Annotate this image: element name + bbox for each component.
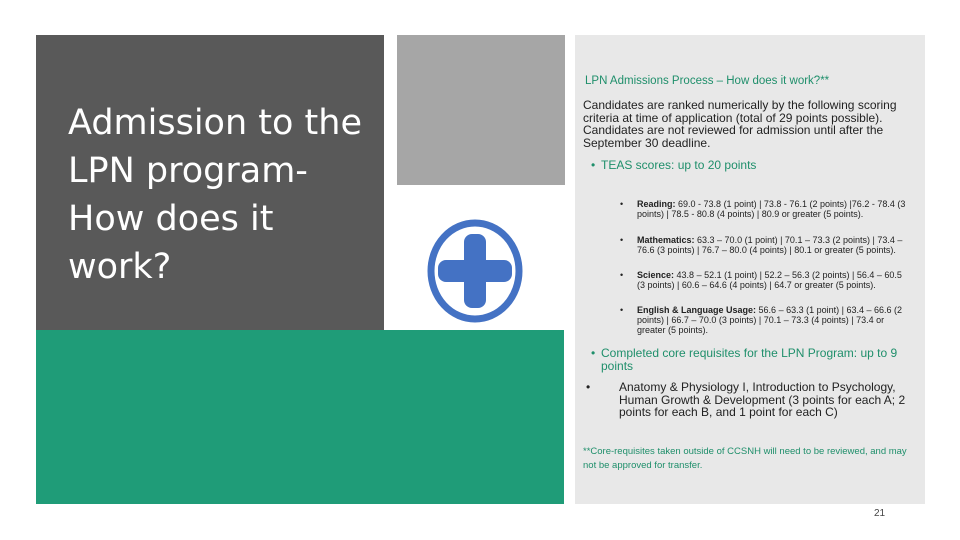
bullet-dot: •: [620, 235, 624, 245]
core-item: [586, 380, 915, 419]
teas-item-science: [620, 270, 909, 290]
teas-item-label: Science:: [637, 270, 675, 280]
teas-item-label: Reading:: [637, 199, 676, 209]
plus-icon: [426, 218, 524, 324]
intro-text: Candidates are ranked numerically by the following scoring criteria at time of application (total of 29 points possible). Candidates are not reviewed for admission until after the September 30 deadline.: [583, 98, 897, 150]
teas-item-text: 63.3 – 70.0 (1 point) | 70.1 – 73.3 (2 points) | 73.4 – 76.6 (3 points) | 76.7 – 80.0 (4 points) | 80.1 or greater (5 points).: [637, 235, 903, 255]
title-panel: [36, 35, 384, 344]
teas-item-text: 43.8 – 52.1 (1 point) | 52.2 – 56.3 (2 points) | 56.4 – 60.5 (3 points) | 60.6 – 64.6 (4 points) | 64.7 or greater (5 points).: [637, 270, 902, 290]
content-panel: [575, 35, 925, 504]
core-bullet: [591, 346, 919, 373]
teas-item-label: English & Language Usage:: [637, 305, 757, 315]
bullet-dot: •: [620, 199, 624, 209]
teas-item-text: 56.6 – 63.3 (1 point) | 63.4 – 66.6 (2 points) | 66.7 – 70.0 (3 points) | 70.1 – 73.3 (4 points) | 73.4 or greater (5 points).: [637, 305, 902, 335]
bullet-dot: •: [591, 158, 596, 172]
teas-item-label: Mathematics:: [637, 235, 695, 245]
bullet-dot: •: [591, 346, 596, 360]
teas-bullet-text: TEAS scores: up to 20 points: [601, 158, 757, 172]
slide-title: Admission to the LPN program- How does it work?: [68, 103, 362, 287]
teas-item-english: [620, 305, 909, 335]
teas-bullet: [591, 158, 911, 172]
core-item-text: Anatomy & Physiology I, Introduction to Psychology, Human Growth & Development (3 points for each A; 2 points for each B, and 1 point for each C): [619, 380, 906, 419]
bullet-dot: •: [620, 270, 624, 280]
teas-item-mathematics: [620, 235, 909, 255]
green-panel: [36, 330, 564, 504]
bullet-dot: •: [620, 305, 624, 315]
page-number: 21: [874, 508, 886, 519]
gray-square: [397, 35, 565, 185]
bullet-dot: •: [586, 380, 591, 394]
teas-item-reading: [620, 199, 909, 219]
footnote: **Core-requisites taken outside of CCSNH will need to be reviewed, and may not be approved for transfer.: [583, 446, 907, 471]
teas-item-text: 69.0 - 73.8 (1 point) | 73.8 - 76.1 (2 points) |76.2 - 78.4 (3 points) | 78.5 - 80.8 (4 points) | 80.9 or greater (5 points).: [637, 199, 906, 219]
core-bullet-text: Completed core requisites for the LPN Program: up to 9 points: [601, 346, 898, 373]
content-heading: LPN Admissions Process – How does it work?**: [585, 75, 830, 87]
